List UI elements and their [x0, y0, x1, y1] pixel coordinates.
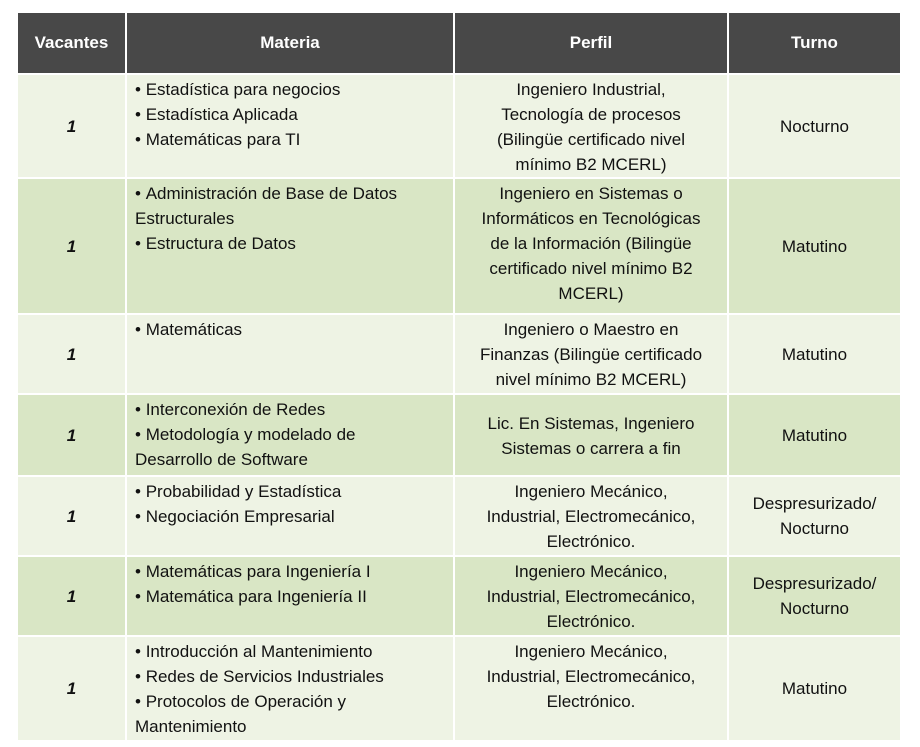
perfil-cell [454, 314, 728, 394]
materia-cell [126, 394, 454, 476]
materia-item: • Matemática para Ingeniería II [135, 584, 447, 609]
vacantes-cell: 1 [18, 556, 126, 636]
materia-item-continued: Estructurales [135, 209, 235, 228]
materia-item: • Estadística Aplicada [135, 102, 447, 127]
turno-text: Matutino [781, 679, 848, 698]
perfil-text: Ingeniero Mecánico, Industrial, Electromecánico, Electrónico. [486, 642, 696, 711]
materia-cell [126, 636, 454, 740]
materia-cell [126, 314, 454, 394]
perfil-cell [454, 74, 728, 178]
table-row [18, 636, 900, 740]
turno-cell [728, 476, 900, 556]
perfil-cell [454, 394, 728, 476]
perfil-text: Ingeniero Mecánico, Industrial, Electromecánico, Electrónico. [486, 482, 696, 551]
materia-cell [126, 178, 454, 314]
table-row [18, 394, 900, 476]
vacantes-cell: 1 [18, 74, 126, 178]
table-header [18, 13, 900, 74]
materia-item: • Estructura de Datos [135, 231, 447, 256]
materia-item: • Negociación Empresarial [135, 504, 447, 529]
turno-text: Matutino [781, 344, 848, 364]
turno-text: Despresurizado/ Nocturno [752, 494, 877, 538]
table-row [18, 74, 900, 178]
turno-text: Nocturno [780, 116, 849, 136]
turno-cell [728, 394, 900, 476]
turno-cell [728, 314, 900, 394]
perfil-text: Ingeniero en Sistemas o Informáticos en Tecnológicas de la Información (Bilingüe certificado nivel mínimo B2 MCERL) [481, 184, 701, 303]
turno-cell [728, 636, 900, 740]
table-body [18, 74, 900, 740]
perfil-cell [454, 178, 728, 314]
materia-item: • Administración de Base de Datos [135, 181, 447, 206]
perfil-cell [454, 476, 728, 556]
turno-cell [728, 556, 900, 636]
table-row [18, 476, 900, 556]
materia-item-continued: Desarrollo de Software [135, 450, 308, 469]
table-row [18, 314, 900, 394]
materia-item: • Estadística para negocios [135, 77, 447, 102]
materia-item: • Protocolos de Operación y [135, 689, 447, 714]
materia-item: • Metodología y modelado de [135, 422, 447, 447]
materia-item: • Matemáticas para TI [135, 127, 447, 152]
header-row [18, 13, 900, 74]
perfil-text: Ingeniero o Maestro en Finanzas (Bilingüe certificado nivel mínimo B2 MCERL) [479, 320, 703, 389]
header-vacantes: Vacantes [18, 13, 126, 74]
vacantes-cell: 1 [18, 636, 126, 740]
perfil-text: Lic. En Sistemas, Ingeniero Sistemas o carrera a fin [487, 414, 695, 458]
vacancies-table [18, 13, 900, 740]
table-row [18, 556, 900, 636]
header-materia: Materia [126, 13, 454, 74]
materia-item: • Matemáticas para Ingeniería I [135, 559, 447, 584]
vacantes-cell: 1 [18, 314, 126, 394]
turno-text: Matutino [781, 425, 848, 445]
turno-text: Matutino [781, 236, 848, 256]
vacantes-cell: 1 [18, 476, 126, 556]
turno-text: Despresurizado/ Nocturno [752, 574, 877, 618]
materia-item: • Probabilidad y Estadística [135, 479, 447, 504]
perfil-text: Ingeniero Mecánico, Industrial, Electromecánico, Electrónico. [486, 562, 696, 631]
materia-item: • Interconexión de Redes [135, 397, 447, 422]
turno-cell [728, 178, 900, 314]
perfil-cell [454, 556, 728, 636]
perfil-cell [454, 636, 728, 740]
materia-item: • Introducción al Mantenimiento [135, 639, 447, 664]
materia-cell [126, 556, 454, 636]
materia-cell [126, 74, 454, 178]
header-perfil: Perfil [454, 13, 728, 74]
perfil-text: Ingeniero Industrial, Tecnología de procesos (Bilingüe certificado nivel mínimo B2 MCERL) [496, 80, 686, 174]
materia-item: • Matemáticas [135, 317, 447, 342]
materia-item: • Redes de Servicios Industriales [135, 664, 447, 689]
turno-cell [728, 74, 900, 178]
header-turno: Turno [728, 13, 900, 74]
vacantes-cell: 1 [18, 178, 126, 314]
materia-item-continued: Mantenimiento [135, 717, 247, 736]
materia-cell [126, 476, 454, 556]
vacancies-table-container [18, 13, 900, 740]
table-row [18, 178, 900, 314]
vacantes-cell: 1 [18, 394, 126, 476]
